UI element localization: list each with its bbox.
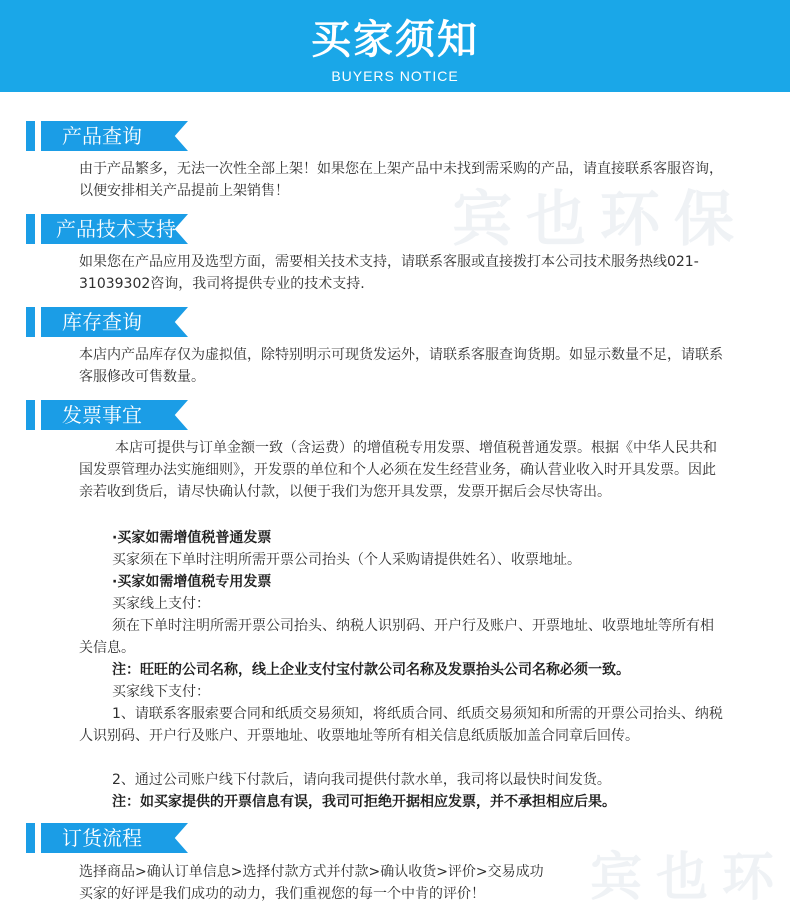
section-heading-product-query	[26, 121, 188, 151]
heading-bar	[26, 307, 35, 337]
heading-label: 库存查询	[62, 310, 142, 334]
watermark-text-bottom: 宾也环	[590, 848, 789, 908]
section-heading-stock-query	[26, 307, 188, 337]
offline-payment-note: 注：如买家提供的开票信息有误，我司可拒绝开据相应发票，并不承担相应后果。	[112, 794, 616, 810]
order-flow-steps: 选择商品>确认订单信息>选择付款方式并付款>确认收货>评价>交易成功	[79, 864, 544, 880]
offline-payment-step-2: 2、通过公司账户线下付款后，请向我司提供付款水单，我司将以最快时间发货。	[112, 772, 611, 788]
product-query-text: 由于产品繁多，无法一次性全部上架！如果您在上架产品中未找到需采购的产品，请直接联系客服咨询，以便安排相关产品提前上架销售！	[79, 161, 723, 199]
header-banner	[0, 0, 790, 92]
section-heading-tech-support	[26, 214, 188, 244]
heading-label: 产品查询	[62, 124, 142, 148]
heading-bar	[26, 400, 35, 430]
online-payment-text: 须在下单时注明所需开票公司抬头、纳税人识别码、开户行及账户、开票地址、收票地址等所有相关信息。	[79, 618, 714, 656]
heading-label: 产品技术支持	[56, 217, 176, 241]
order-flow-thanks: 买家的好评是我们成功的动力，我们重视您的每一个中肯的评价！	[79, 886, 485, 902]
page-subtitle: BUYERS NOTICE	[331, 68, 459, 84]
heading-label: 发票事宜	[62, 403, 142, 427]
section-heading-invoice	[26, 400, 188, 430]
section-heading-order-flow	[26, 823, 188, 853]
online-payment-note: 注：旺旺的公司名称，线上企业支付宝付款公司名称及发票抬头公司名称必须一致。	[112, 662, 630, 678]
watermark-text: 宾也环保	[452, 185, 748, 255]
invoice-intro-text: 本店可提供与订单金额一致（含运费）的增值税专用发票、增值税普通发票。根据《中华人民共和国发票管理办法实施细则》，开发票的单位和个人必须在发生经营业务，确认营业收入时开具发票。因此亲若收到货后，请尽快确认付款，以便于我们为您开具发票，发票开据后会尽快寄出。	[79, 440, 717, 500]
ordinary-invoice-title: ·买家如需增值税普通发票	[112, 530, 272, 546]
stock-query-text: 本店内产品库存仅为虚拟值，除特别明示可现货发运外，请联系客服查询货期。如显示数量不足，请联系客服修改可售数量。	[79, 347, 723, 385]
tech-support-text: 如果您在产品应用及选型方面，需要相关技术支持，请联系客服或直接拨打本公司技术服务热线021-31039302咨询，我司将提供专业的技术支持.	[79, 254, 699, 292]
offline-payment-label: 买家线下支付：	[112, 684, 210, 700]
heading-bar	[26, 121, 35, 151]
heading-bar	[26, 214, 35, 244]
special-invoice-title: ·买家如需增值税专用发票	[112, 574, 272, 590]
page-title: 买家须知	[311, 17, 479, 63]
online-payment-label: 买家线上支付：	[112, 596, 210, 612]
heading-label: 订货流程	[62, 826, 142, 850]
offline-payment-step-1: 1、请联系客服索要合同和纸质交易须知，将纸质合同、纸质交易须知和所需的开票公司抬头、纳税人识别码、开户行及账户、开票地址、收票地址等所有相关信息纸质版加盖合同章后回传。	[79, 706, 723, 744]
ordinary-invoice-text: 买家须在下单时注明所需开票公司抬头（个人采购请提供姓名）、收票地址。	[112, 552, 581, 568]
heading-bar	[26, 823, 35, 853]
